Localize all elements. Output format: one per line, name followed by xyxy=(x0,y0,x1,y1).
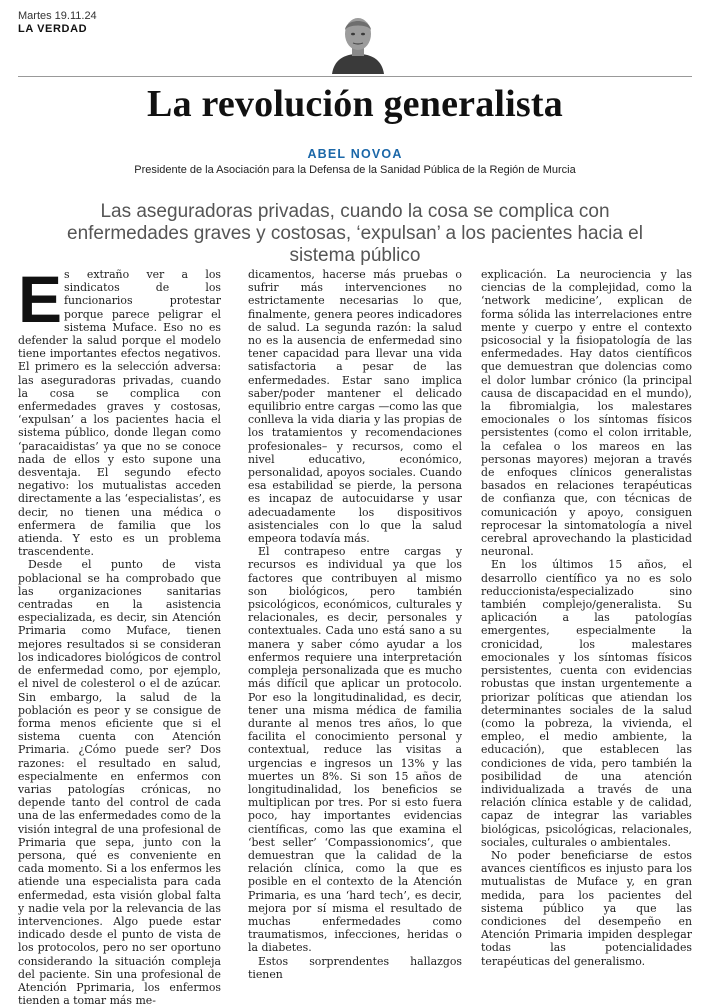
article-column-2 xyxy=(248,268,462,981)
paragraph: Estos sorprendentes hallazgos tienen xyxy=(248,954,462,981)
paragraph: Desde el punto de vista poblacional se ha comprobado que las organizaciones sanitarias centradas en la asistencia especializada, es decir, sin Atención Primaria como Muface, tienen mejores resultados si se consideran los indicadores biológicos de control de enfermedad como, por ejemplo, el nivel de colesterol o el de azúcar. Sin embargo, la salud de la población es peor y se consigue de forma menos eficiente que si el sistema cuenta con Atención Primaria. ¿Cómo puede ser? Dos razones: el resultado en salud, especialmente en enfermos con varias patologías crónicas, no depende tanto del control de cada una de las enfermedades como de la visión integral de una profesional de Primaria que sepa, junto con la persona, qué es conveniente en cada momento. Si a los enfermos les atiende una especialista para cada enfermedad, esta visión global falta y nadie vela por la relevancia de las intervenciones. Algo puede estar indicado desde el punto de vista de los protocolos, pero no ser oportuno considerando la situación compleja del paciente. Sin una profesional de Atención Pprimaria, los enfermos tienden a tomar más me- xyxy=(18,558,221,1007)
author-name: ABEL NOVOA xyxy=(307,147,403,161)
paragraph-text: s extraño ver a los sindicatos de los funcionarios protestar porque parece peligrar el sistema Muface. Eso no es defender la salud porque el modelo tiene importantes efectos negativos. El primero es la selección adversa: las aseguradoras privadas, cuando la cosa se complica con enfermedades graves y costosas, ‘expulsan’ a los pacientes hacia el sistema público, donde llegan como ‘paracaidistas’ ya que no se conoce nada de ellos y esto supone una desventaja. El segundo efecto negativo: los mutualistas acceden directamente a las ‘especialistas’, es decir, no tienen una médica o enfermera de familia que los atienda. Y esto es un problema trascendente. xyxy=(18,268,221,559)
drop-cap: E xyxy=(18,262,63,336)
header-rule xyxy=(18,76,692,77)
paragraph: El contrapeso entre cargas y recursos es individual ya que los factores que contribuyen al mismo son biológicos, pero también psicológicos, económicos, culturales y relacionales, es decir, personales y contextuales. Cada uno está sano a su manera y saber cómo ayudar a los enfermos requiere una interpretación compleja personalizada que es mucho más difícil que aplicar un protocolo. Por eso la longitudinalidad, es decir, tener una misma médica de familia durante al menos tres años, lo que facilita el conocimiento personal y contextual, reduce las visitas a urgencias e ingresos un 13% y las muertes un 8%. Si son 15 años de longitudinalidad, los beneficios se multiplican por tres. Por si esto fuera poco, hay importantes evidencias científicas, como las que examina el ‘best seller’ ‘Compassionomics’, que demuestran que la calidad de la relación clínica, como la que es posible en el contexto de la Atención Primaria, es una ‘hard tech’, es decir, mejora por sí misma el resultado de muchas enfermedades como traumatismos, infecciones, heridas o la diabetes. xyxy=(248,545,462,955)
masthead xyxy=(18,10,692,76)
issue-date: Martes 19.11.24 xyxy=(18,10,97,22)
paragraph: dicamentos, hacerse más pruebas o sufrir más intervenciones no estrictamente necesarias lo que, finalmente, genera peores indicadores de salud. La segunda razón: la salud no es la ausencia de enfermedad sino tener capacidad para llevar una vida satisfactoria a pesar de las enfermedades. Estar sano implica saber/poder mantener el delicado equilibrio entre cargas —como las que conlleva la vida diaria y las propias de los tratamientos y recomendaciones profesionales– y recursos, como el nivel educativo, económico, personalidad, apoyos sociales. Cuando esa estabilidad se pierde, la persona es incapaz de autocuidarse y usar adecuadamente los dispositivos asistenciales con lo que la salud empeora todavía más. xyxy=(248,268,462,546)
paragraph: No poder beneficiarse de estos avances científicos es injusto para los mutualistas de Muface y, en gran medida, para los pacientes del sistema público ya que las condiciones del desempeño en Atención Primaria impiden desplegar todas las potencialidades terapéuticas del generalismo. xyxy=(481,848,692,968)
article-column-1 xyxy=(18,262,221,1007)
article-column-3 xyxy=(481,268,692,968)
author-role: Presidente de la Asociación para la Defensa de la Sanidad Pública de la Región de Murcia xyxy=(134,164,576,176)
author-photo xyxy=(326,10,390,74)
subheadline: Las aseguradoras privadas, cuando la cosa se complica con enfermedades graves y costosas, ‘expulsan’ a los pacientes hacia el sistema público xyxy=(67,201,643,266)
newspaper-name: LA VERDAD xyxy=(18,23,88,35)
headline: La revolución generalista xyxy=(147,83,563,125)
paragraph: En los últimos 15 años, el desarrollo científico ya no es solo reduccionista/especializado sino también complejo/generalista. Su aplicación a las patologías emergentes, especialmente la cronicidad, los malestares emocionales y los síntomas físicos persistentes, cuenta con evidencias robustas que instan urgentemente a priorizar políticas que atiendan los determinantes sociales de la salud (como la pobreza, la vivienda, el empleo, el medio ambiente, la educación), que establecen las condiciones de vida, pero también la posibilidad de una atención individualizada a través de una relación clínica estable y de calidad, capaz de integrar las variables biológicas, psicológicas, relacionales, sociales, culturales o ambientales. xyxy=(481,558,692,849)
paragraph xyxy=(18,262,221,559)
paragraph: explicación. La neurociencia y las ciencias de la complejidad, como la ‘network medicine’, explican de forma sólida las interrelaciones entre mente y cuerpo y entre el contexto psicosocial y la fisiopatología de las enfermedades. Hay datos científicos que demuestran que dolencias como el dolor lumbar crónico (la principal causa de discapacidad en el mundo), la fibromialgia, los malestares emocionales o los síntomas físicos persistentes (como el colon irritable, la cefalea o los mareos en las personas mayores) mejoran a través de enfoques clínicos generalistas basados en relaciones terapéuticas de confianza que, con técnicas de comunicación y apoyo, consiguen reprocesar la sintomatología a nivel cerebral aprovechando la plasticidad neuronal. xyxy=(481,268,692,559)
